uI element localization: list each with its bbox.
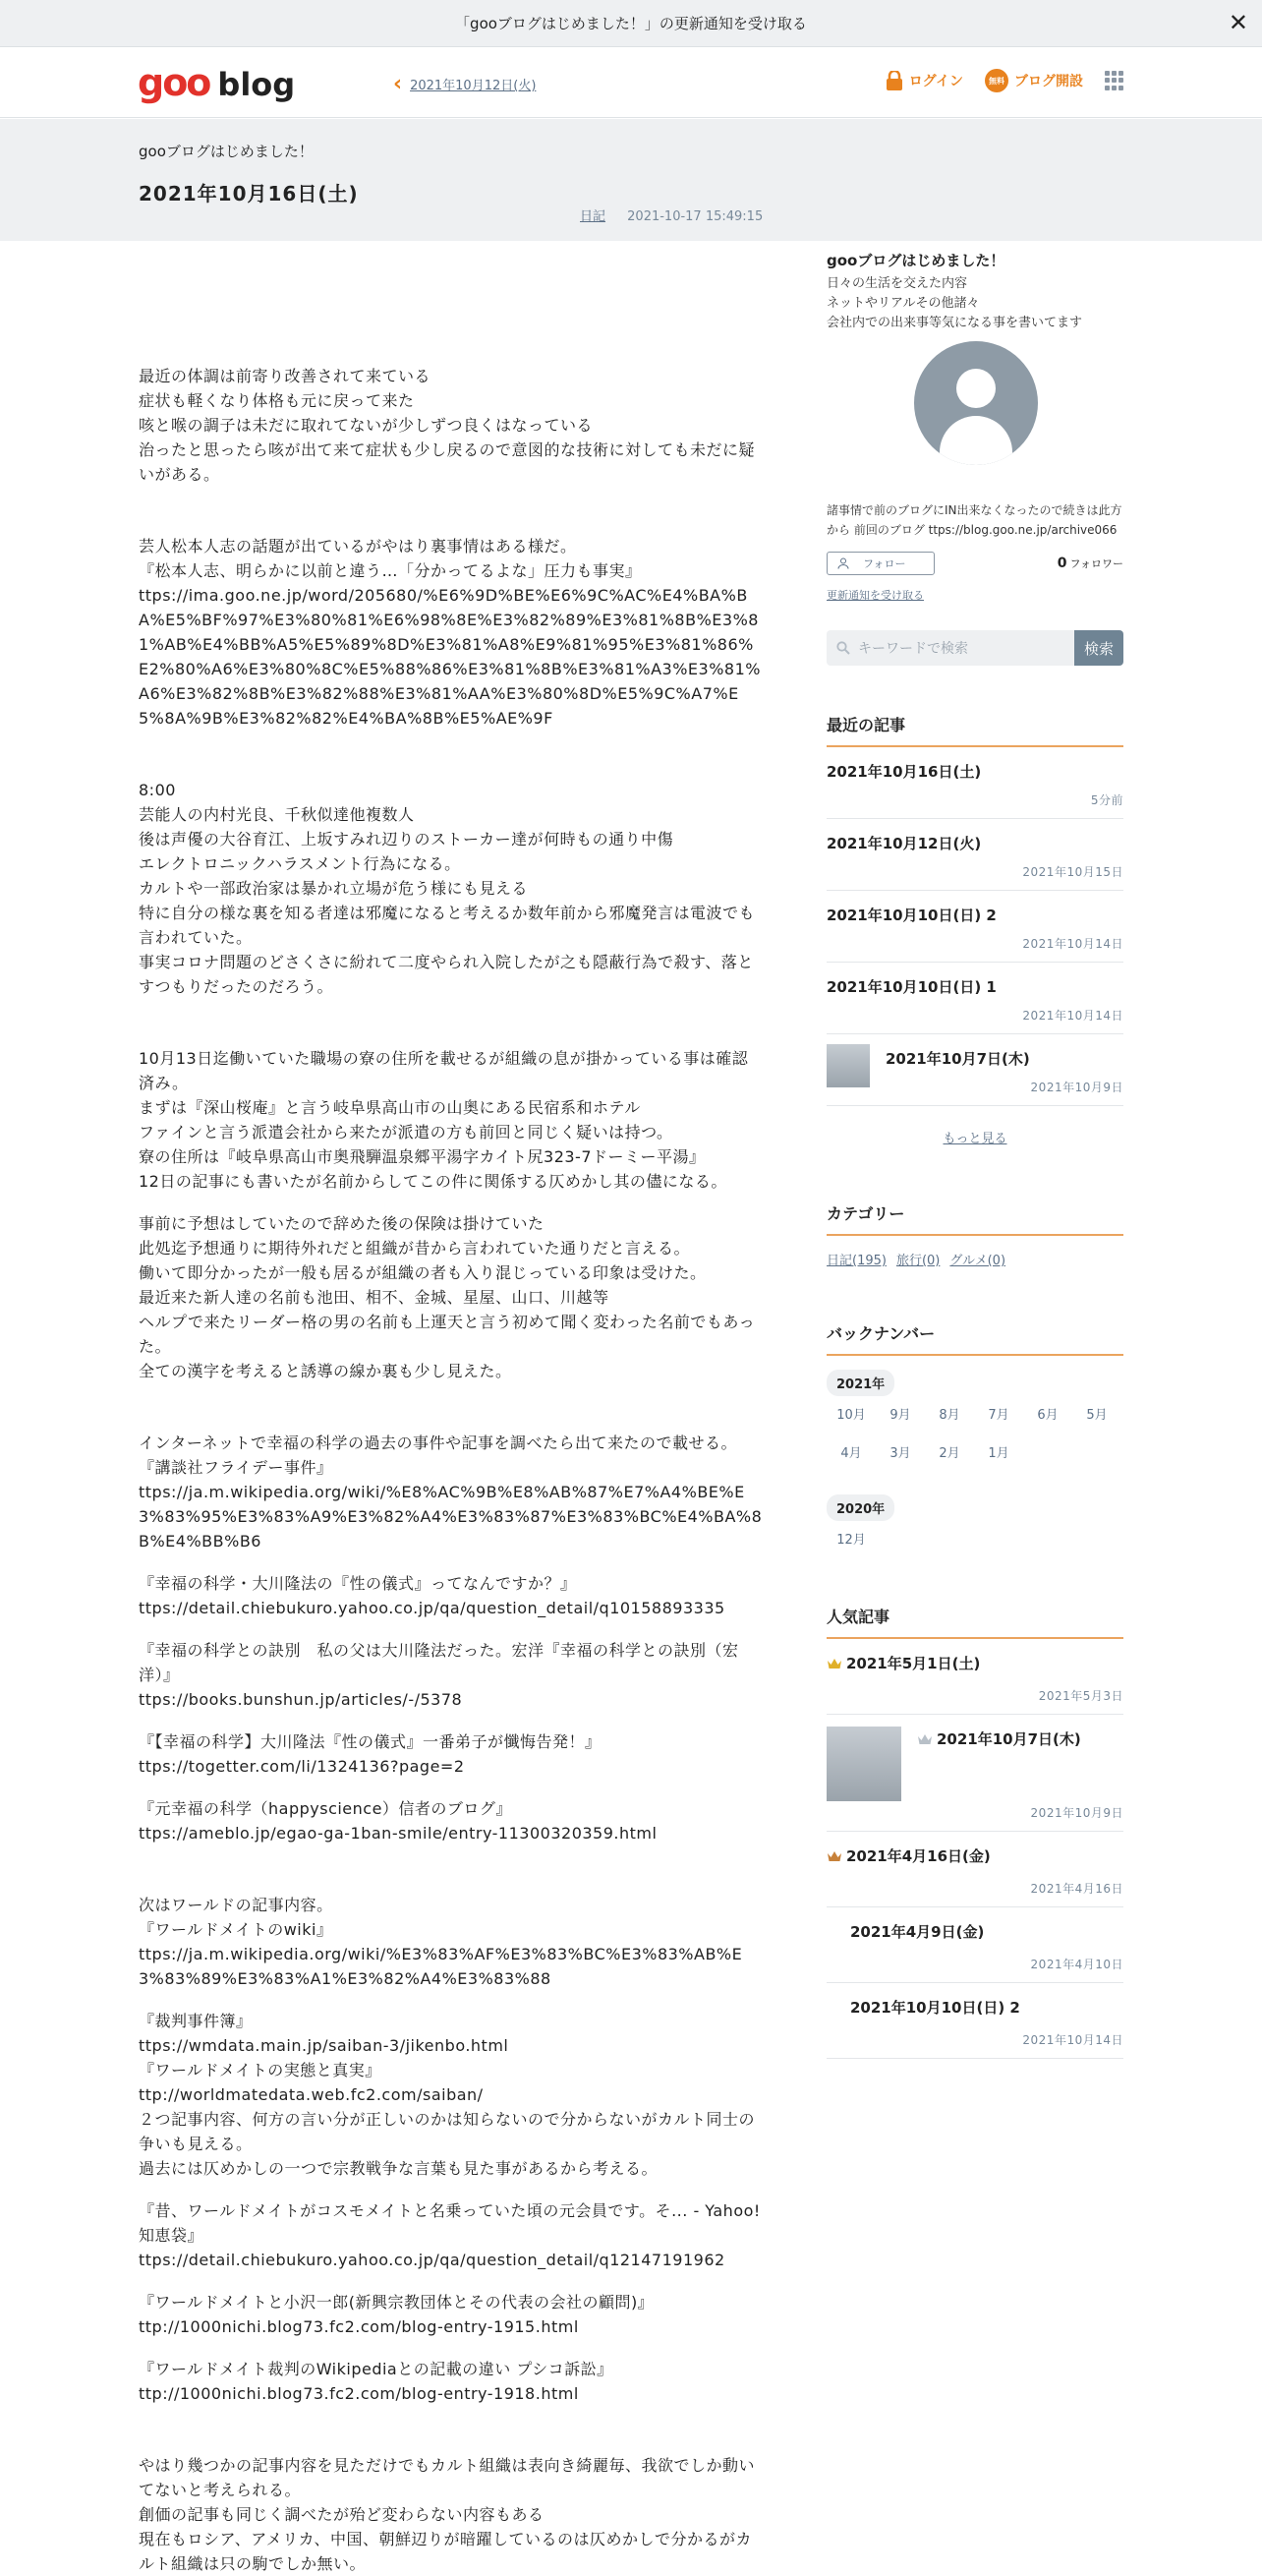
recent-posts (827, 713, 1123, 1146)
follower-number: 0 (1057, 556, 1067, 571)
free-badge-icon: 無料 (985, 69, 1008, 92)
open-blog-button[interactable] (985, 69, 1083, 92)
recent-post-item[interactable] (827, 891, 1123, 963)
crown-icon (917, 1733, 933, 1745)
post-meta (580, 205, 763, 224)
category-link[interactable]: 旅行(0) (895, 1254, 941, 1268)
recent-post-title[interactable]: 2021年10月7日(木) (886, 1050, 1030, 1068)
popular-post-date: 2021年10月14日 (1022, 2033, 1123, 2047)
recent-post-title[interactable]: 2021年10月10日(日) 1 (827, 978, 997, 996)
month-link[interactable]: 7月 (988, 1408, 1009, 1423)
follow-label: フォロー (863, 557, 906, 570)
lock-icon (886, 71, 903, 90)
login-button[interactable] (886, 71, 963, 90)
follow-row (827, 552, 1123, 575)
post-title: 2021年10月16日(土) (139, 182, 359, 205)
popular-post-title-text[interactable]: 2021年10月7日(木) (937, 1730, 1081, 1748)
search-button[interactable]: 検索 (1074, 630, 1123, 666)
recent-post-item[interactable] (827, 747, 1123, 819)
popular-post-date: 2021年10月9日 (1030, 1806, 1123, 1820)
popular-post-title[interactable] (827, 1921, 1123, 1942)
recent-post-title[interactable]: 2021年10月10日(日) 2 (827, 907, 997, 924)
recent-post-date: 2021年10月14日 (1022, 937, 1123, 951)
chevron-left-icon[interactable]: ‹ (393, 71, 403, 96)
prev-post-nav (393, 71, 537, 96)
recent-posts-title: 最近の記事 (827, 713, 1123, 747)
recent-post-date: 2021年10月9日 (1030, 1081, 1123, 1094)
recent-post-date: 2021年10月14日 (1022, 1009, 1123, 1023)
header-actions (886, 69, 1124, 92)
month-list (827, 1404, 1123, 1481)
article-body (139, 346, 764, 2576)
year-badge: 2021年 (827, 1370, 894, 1396)
month-link[interactable]: 3月 (889, 1446, 911, 1461)
article-paragraph: 『元幸福の科学（happyscience）信者のブログ』 ttps://ameblo.jp/egao-ga-1ban-smile/entry-11300320359.html (139, 1799, 658, 1843)
goo-blog-logo[interactable] (138, 63, 295, 104)
post-thumbnail[interactable] (827, 1044, 870, 1087)
recent-post-title[interactable]: 2021年10月12日(火) (827, 835, 982, 852)
profile-blog-title[interactable]: gooブログはじめました！ (827, 252, 1005, 269)
popular-post-item[interactable] (827, 1639, 1123, 1715)
header (0, 47, 1262, 118)
month-link[interactable]: 1月 (988, 1446, 1009, 1461)
popular-post-item[interactable] (827, 1907, 1123, 1983)
recent-post-date: 2021年10月15日 (1022, 865, 1123, 879)
follower-count (1058, 556, 1123, 571)
article-paragraph: 事前に予想はしていたので辞めた後の保険は掛けていた 此処迄予想通りに期待外れだと組織が昔から言われていた通りだと言える。 働いて即分かったが一般も居るが組織の者も入り混じっている印象は受けた。 最近来た新人達の名前も池田、相不、金城、星屋、山口、川越等 ヘルプで来たリーダー格の男の名前も上運天と言う初めて聞く変わった名前でもあった。 全ての漢字を考えると誘導の線か裏も少し見えた。 (139, 1214, 756, 1380)
popular-post-title-text[interactable]: 2021年10月10日(日) 2 (850, 1999, 1020, 2017)
popular-post-title[interactable] (827, 1845, 1123, 1866)
month-link[interactable]: 8月 (939, 1408, 960, 1423)
popular-post-title-text[interactable]: 2021年5月1日(土) (846, 1655, 981, 1672)
search-box (827, 630, 1123, 666)
article-paragraph: 『幸福の科学との訣別 私の父は大川隆法だった。宏洋『幸福の科学との訣別（宏洋）』 ttps://books.bunshun.jp/articles/-/5378 (139, 1641, 739, 1709)
article-paragraph: 芸人松本人志の話題が出ているがやはり裏事情はある様だ。 『松本人志、明らかに以前と違う…「分かってるよな」圧力も事実』 ttps://ima.goo.ne.jp/word/205680/%E6%9D%BE%E6%9C%AC%E4%BA%BA%E5%BF%97%E3%80%81%E6%98%8E%E3%82%89%E3%81%8B%E3%81%AB%E4%BB%A5%E5%89%8D%E3%81%A8%E9%81%95%E3%81%86%E2%80%A6%E3%80%8C%E5%88%86%E3%81%8B%E3%81%A3%E3%81%A6%E3%82%8B%E3%82%88%E3%81%AA%E3%80%8D%E5%9C%A7%E5%8A%9B%E3%82%82%E4%BA%8B%E5%AE%9F (139, 537, 761, 728)
popular-post-title-text[interactable]: 2021年4月16日(金) (846, 1847, 991, 1865)
popular-post-title[interactable] (827, 1653, 1123, 1673)
crown-icon (827, 1850, 842, 1862)
month-link[interactable]: 5月 (1086, 1408, 1108, 1423)
popular-post-title[interactable] (827, 1997, 1123, 2018)
article-paragraph: 『ワールドメイトと小沢一郎(新興宗教団体とその代表の会社の顧問)』 ttp://1000nichi.blog73.fc2.com/blog-entry-1915.html (139, 2293, 655, 2336)
month-list (827, 1529, 1123, 1567)
open-blog-label: ブログ開設 (1014, 74, 1083, 89)
recent-post-item[interactable] (827, 963, 1123, 1034)
year-badge: 2020年 (827, 1494, 894, 1521)
month-link[interactable]: 10月 (836, 1408, 866, 1423)
title-area (0, 119, 1262, 241)
back-numbers-title: バックナンバー (827, 1321, 1123, 1356)
recent-post-title[interactable]: 2021年10月16日(土) (827, 763, 982, 781)
article-paragraph: 次はワールドの記事内容。 『ワールドメイトのwiki』 ttps://ja.m.wikipedia.org/wiki/%E3%83%AF%E3%83%BC%E3%83%AB%E3%83%89%E3%83%A1%E3%82%A4%E3%83%88 (139, 1896, 743, 1988)
month-link[interactable]: 12月 (836, 1533, 866, 1548)
article-paragraph: 8:00 芸能人の内村光良、千秋似達他複数人 後は声優の大谷育江、上坂すみれ辺りのストーカー達が何時もの通り中傷 エレクトロニックハラスメント行為になる。 カルトや一部政治家は暴かれ立場が危う様にも見える 特に自分の様な裏を知る者達は邪魔になると考えるか数年前から邪魔発言は電波でも言われていた。 事実コロナ問題のどさくさに紛れて二度やられ入院したが之も隠蔽行為で殺す、落とすつもりだったのだろう。 (139, 781, 756, 996)
popular-post-date: 2021年4月16日 (1030, 1882, 1123, 1896)
post-thumbnail[interactable] (827, 1727, 901, 1801)
search-placeholder: キーワードで検索 (858, 641, 968, 657)
article-paragraph: 『ワールドメイト裁判のWikipediaとの記載の違い プシコ訴訟』 ttp://1000nichi.blog73.fc2.com/blog-entry-1918.html (139, 2360, 613, 2403)
article-paragraph: 最近の体調は前寄り改善されて来ている 症状も軽くなり体格も元に戻って来た 咳と喉の調子は未だに取れてないが少しずつ良くはなっている 治ったと思ったら咳が出て来て症状も少し戻るので意図的な技術に対しても未だに疑いがある。 (139, 367, 756, 484)
search-icon (836, 641, 850, 655)
article-paragraph: 『幸福の科学・大川隆法の『性の儀式』ってなんですか？』 ttps://detail.chiebukuro.yahoo.co.jp/qa/question_detail/q10158893335 (139, 1574, 725, 1617)
popular-post-date: 2021年5月3日 (1038, 1689, 1123, 1703)
search-input[interactable] (827, 630, 1074, 666)
follower-label: フォロワー (1069, 557, 1123, 570)
blog-title[interactable]: gooブログはじめました！ (139, 143, 314, 160)
categories (827, 1201, 1123, 1268)
login-label: ログイン (908, 74, 963, 89)
popular-post-date: 2021年4月10日 (1030, 1958, 1123, 1971)
article-paragraph: インターネットで幸福の科学の過去の事件や記事を調べたら出て来たので載せる。 『講談社フライデー事件』 ttps://ja.m.wikipedia.org/wiki/%E8%AC%9B%E8%AB%87%E7%A4%BE%E3%83%95%E3%83%A9%E3%82%A4%E3%83%87%E3%83%BC%E4%BA%8B%E4%BB%B6 (139, 1434, 763, 1551)
close-icon[interactable]: ✕ (1228, 9, 1248, 36)
popular-post-item[interactable] (827, 1832, 1123, 1907)
person-icon (837, 557, 849, 569)
recent-post-item[interactable] (827, 819, 1123, 891)
back-numbers (827, 1321, 1123, 1567)
logo-blog-text: blog (217, 66, 296, 103)
popular-posts-title: 人気記事 (827, 1605, 1123, 1639)
recent-post-date: 5分前 (1090, 793, 1123, 807)
crown-icon (827, 1658, 842, 1669)
notify-text[interactable]: 「gooブログはじめました！」の更新通知を受け取る (455, 15, 807, 32)
post-category-link[interactable]: 日記 (580, 209, 606, 224)
sidebar (827, 250, 1123, 2059)
post-timestamp: 2021-10-17 15:49:15 (627, 209, 764, 224)
category-link[interactable]: グルメ(0) (949, 1254, 1006, 1268)
more-link[interactable]: もっと見る (943, 1132, 1007, 1146)
popular-post-item[interactable] (827, 1715, 1123, 1832)
article-paragraph: 『【幸福の科学】大川隆法『性の儀式』一番弟子が懺悔告発！』 ttps://togetter.com/li/1324136?page=2 (139, 1732, 602, 1776)
category-link[interactable]: 日記(195) (827, 1254, 887, 1268)
article-paragraph: 10月13日迄働いていた職場の寮の住所を載せるが組織の息が掛かっている事は確認済み。 まずは『深山桜庵』と言う岐阜県高山市の山奥にある民宿系和ホテル ファインと言う派遣会社から来たが派遣の方も前回と同じく疑いは持つ。 寮の住所は『岐阜県高山市奥飛騨温泉郷平湯字カイト尻323-7ドーミー平湯』 12日の記事にも書いたが名前からしてこの件に関係する仄めかし其の儘になる。 (139, 1049, 749, 1191)
month-link[interactable]: 4月 (840, 1446, 862, 1461)
popular-post-title-text[interactable]: 2021年4月9日(金) (850, 1923, 985, 1941)
popular-posts (827, 1605, 1123, 2059)
notify-bar[interactable] (0, 0, 1262, 47)
profile-description: 日々の生活を交えた内容 ネットやリアルその他諸々 会社内での出来事等気になる事を書いてます (827, 276, 1083, 330)
month-link[interactable]: 9月 (889, 1408, 911, 1423)
avatar[interactable] (914, 341, 1038, 465)
grid-menu-icon[interactable] (1105, 71, 1124, 90)
profile-note: 諸事情で前のブログにIN出来なくなったので続きは此方から 前回のブログ ttps://blog.goo.ne.jp/archive066 (827, 503, 1122, 537)
month-link[interactable]: 6月 (1037, 1408, 1059, 1423)
follow-button[interactable] (827, 552, 935, 575)
article-paragraph: 『裁判事件簿』 ttps://wmdata.main.jp/saiban-3/jikenbo.html 『ワールドメイトの実態と真実』 ttp://worldmatedata.web.fc2.com/saiban/ ２つ記事内容、何方の言い分が正しいのかは知らないので分からないがカルト同士の争いも見える。 過去には仄めかしの一つで宗教戦争な言葉も見た事があるから考える。 (139, 2012, 756, 2178)
prev-post-link[interactable]: 2021年10月12日(火) (410, 79, 537, 93)
article-paragraph: 『昔、ワールドメイトがコスモメイトと名乗っていた頃の元会員です。そ... - Yahoo!知恵袋』 ttps://detail.chiebukuro.yahoo.co.jp/qa/question_detail/q12147191962 (139, 2201, 761, 2269)
month-link[interactable]: 2月 (939, 1446, 960, 1461)
logo-goo-text: goo (138, 61, 210, 104)
categories-title: カテゴリー (827, 1201, 1123, 1236)
recent-post-item[interactable] (827, 1034, 1123, 1106)
update-notify-link[interactable]: 更新通知を受け取る (827, 589, 924, 602)
popular-post-item[interactable] (827, 1983, 1123, 2059)
article-paragraph: やはり幾つかの記事内容を見ただけでもカルト組織は表向き綺麗毎、我欲でしか動いてないと考えられる。 創価の記事も同じく調べたが殆ど変わらない内容もある 現在もロシア、アメリカ、中国、朝鮮辺りが暗躍しているのは仄めかしで分かるがカルト組織は只の駒でしか無い。 (139, 2456, 756, 2573)
